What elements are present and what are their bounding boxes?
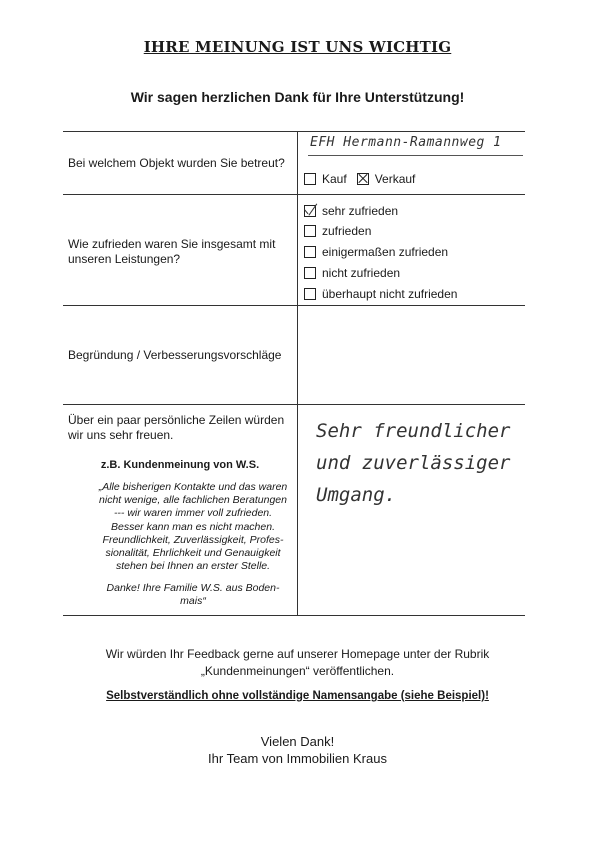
option-einigermassen-zufrieden[interactable] (304, 245, 448, 259)
option-kauf[interactable] (304, 172, 347, 186)
homepage-note (0, 646, 595, 680)
closing-team: Ihr Team von Immobilien Kraus (208, 751, 387, 766)
option-ueberhaupt-nicht-zufrieden[interactable] (304, 287, 457, 301)
example-line: Besser kann man es nicht machen. (110, 520, 275, 533)
question-personal-lines-line2: wir uns sehr freuen. (68, 428, 174, 442)
option-ueberhaupt-nicht-zufrieden-label: überhaupt nicht zufrieden (322, 287, 458, 301)
question-satisfaction-line1: Wie zufrieden waren Sie insgesamt mit (68, 237, 276, 251)
checkbox-kauf[interactable] (304, 173, 316, 185)
anonymity-note: Selbstverständlich ohne vollständige Namensangabe (siehe Beispiel)! (106, 690, 489, 702)
example-line: „Alle bisherigen Kontakte und das waren (98, 481, 288, 493)
handwritten-comment-line-3[interactable]: Umgang. (316, 484, 397, 506)
option-verkauf-label: Verkauf (374, 172, 416, 186)
handwritten-object-answer[interactable]: EFH Hermann-Ramannweg 1 (310, 135, 502, 150)
example-quote (95, 481, 291, 573)
option-nicht-zufrieden-label: nicht zufrieden (322, 266, 401, 280)
page-subtitle: Wir sagen herzlichen Dank für Ihre Unterstützung! (130, 89, 465, 105)
table-bottom-line (63, 615, 525, 616)
checkbox-ueberhaupt-nicht-zufrieden[interactable] (304, 288, 316, 300)
table-row-divider-2 (63, 305, 525, 306)
checkbox-sehr-zufrieden[interactable] (304, 205, 316, 217)
option-verkauf[interactable] (357, 172, 416, 186)
purchase-type-options (304, 172, 425, 186)
example-heading: z.B. Kundenmeinung von W.S. (100, 459, 260, 471)
question-justification: Begründung / Verbesserungsvorschläge (68, 348, 282, 362)
question-personal-lines (68, 413, 284, 443)
option-zufrieden[interactable] (304, 224, 371, 238)
example-line: nicht wenige, alle fachlichen Beratungen (99, 494, 287, 507)
table-row-divider-1 (63, 194, 525, 195)
table-row-divider-3 (63, 404, 525, 405)
homepage-note-line2: „Kundenmeinungen“ veröffentlichen. (200, 664, 395, 678)
table-column-divider (297, 131, 298, 616)
homepage-note-line1: Wir würden Ihr Feedback gerne auf unserer Homepage unter der Rubrik (105, 647, 490, 661)
option-kauf-label: Kauf (322, 172, 347, 186)
question-personal-lines-line1: Über ein paar persönliche Zeilen würden (68, 413, 285, 427)
example-line: sionalität, Ehrlichkeit und Genauigkeit (105, 547, 281, 560)
table-top-line (63, 131, 525, 132)
option-nicht-zufrieden[interactable] (304, 266, 400, 280)
page-title: IHRE MEINUNG IST UNS WICHTIG (143, 38, 452, 56)
example-line: --- wir waren immer voll zufrieden. (113, 507, 273, 520)
checkbox-verkauf[interactable] (357, 173, 369, 185)
example-line: stehen bei Ihnen an erster Stelle. (115, 560, 271, 573)
example-signature (95, 582, 291, 608)
handwritten-comment-line-2[interactable]: und zuverlässiger (316, 452, 511, 474)
checkbox-nicht-zufrieden[interactable] (304, 267, 316, 279)
option-sehr-zufrieden[interactable] (304, 204, 398, 218)
handwritten-comment-line-1[interactable]: Sehr freundlicher (316, 420, 511, 442)
question-satisfaction-line2: unseren Leistungen? (68, 252, 181, 266)
checkbox-zufrieden[interactable] (304, 225, 316, 237)
checkbox-einigermassen-zufrieden[interactable] (304, 246, 316, 258)
example-sign-line: Danke! Ihre Familie W.S. aus Boden- (106, 582, 280, 594)
option-einigermassen-zufrieden-label: einigermaßen zufrieden (322, 245, 449, 259)
question-satisfaction (68, 237, 275, 267)
closing (0, 733, 595, 767)
example-line: Freundlichkeit, Zuverlässigkeit, Profes- (102, 533, 284, 546)
answer-underline (308, 155, 523, 156)
question-object: Bei welchem Objekt wurden Sie betreut? (68, 156, 285, 170)
closing-thanks: Vielen Dank! (260, 734, 335, 749)
example-sign-line: mais“ (180, 595, 206, 608)
option-sehr-zufrieden-label: sehr zufrieden (322, 204, 399, 218)
option-zufrieden-label: zufrieden (322, 224, 372, 238)
